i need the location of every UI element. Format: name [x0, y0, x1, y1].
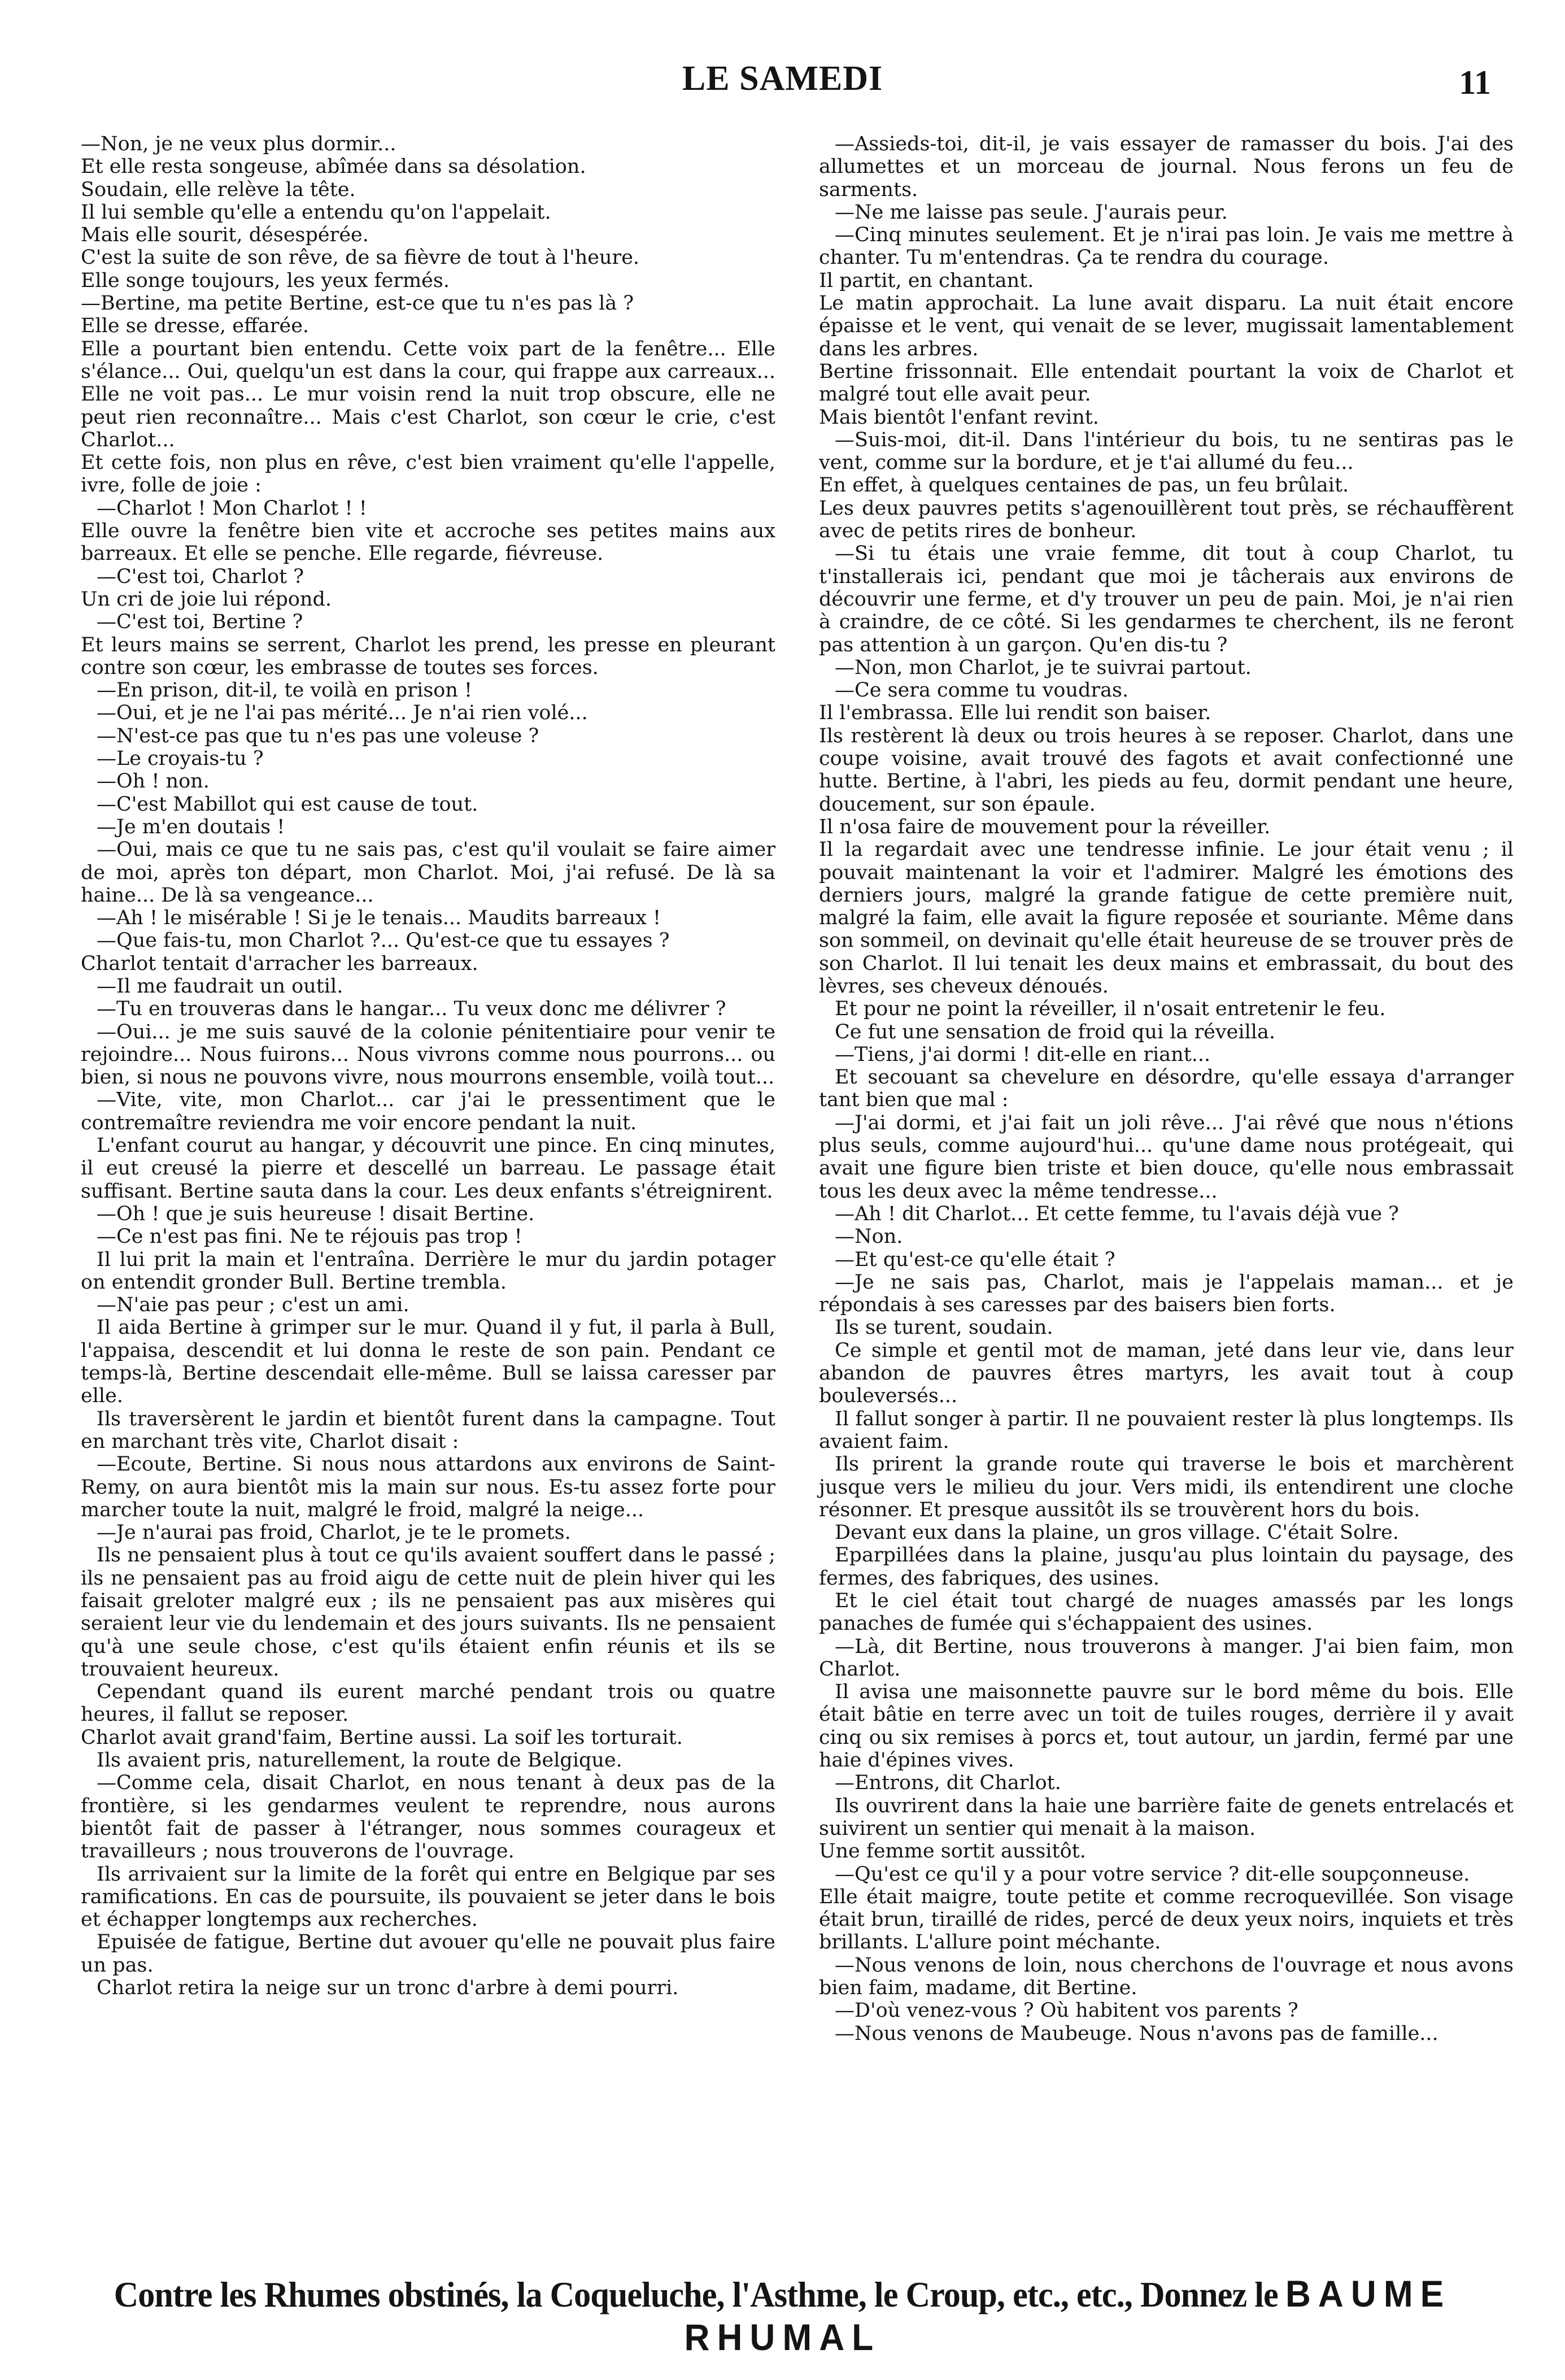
paragraph: —Cinq minutes seulement. Et je n'irai pas loin. Je vais me mettre à chanter. Tu m'entendras. Ça te rendra du courage. — [819, 224, 1514, 269]
paragraph: Ce simple et gentil mot de maman, jeté dans leur vie, dans leur abandon de pauvres êtres martyrs, les avait tout à coup bouleversés... — [819, 1339, 1514, 1408]
paragraph: Ils prirent la grande route qui traverse le bois et marchèrent jusque vers le milieu du jour. Vers midi, ils entendirent une cloche résonner. Et presque aussitôt ils se trouvèrent hors du bois. — [819, 1453, 1514, 1521]
paragraph: —Je n'aurai pas froid, Charlot, je te le promets. — [97, 1521, 571, 1544]
page-header-title: LE SAMEDI — [682, 59, 883, 98]
paragraph: —Charlot ! Mon Charlot ! ! — [97, 497, 367, 520]
footer-ad-text: Contre les Rhumes obstinés, la Coqueluche, l'Asthme, le Croup, etc., etc., Donnez le — [114, 2274, 1278, 2314]
paragraph: Ils ne pensaient plus à tout ce qu'ils avaient souffert dans le passé ; ils ne pensaient pas au froid aigu de cette nuit de plein hiver qui les faisait greloter malgré eux ; ils ne pensaient pas aux misères qui seraient leur vie du lendemain et des jours suivants. Ils ne pensaient qu'à une seule chose, c'est qu'ils étaient enfin réunis et ils se trouvaient heureux. — [81, 1544, 775, 1681]
paragraph: Elle était maigre, toute petite et comme recroquevillée. Son visage était brun, tiraillé de rides, percé de deux yeux noirs, inquiets et très brillants. L'allure point méchante. — [819, 1885, 1514, 1954]
paragraph: —Vite, vite, mon Charlot... car j'ai le pressentiment que le contremaître reviendra me voir encore pendant la nuit. — [81, 1089, 775, 1134]
left-text-column — [81, 133, 775, 1999]
paragraph: Il aida Bertine à grimper sur le mur. Quand il y fut, il parla à Bull, l'appaisa, descendit et lui donna le reste de son pain. Pendant ce temps-là, Bertine descendait elle-même. Bull se laissa caresser par elle. — [81, 1316, 775, 1408]
paragraph: Ce fut une sensation de froid qui la réveilla. — [835, 1020, 1275, 1043]
paragraph: —Le croyais-tu ? — [97, 747, 264, 771]
paragraph: —N'est-ce pas que tu n'es pas une voleuse ? — [97, 724, 539, 747]
paragraph: —Ce n'est pas fini. Ne te réjouis pas trop ! — [97, 1225, 522, 1248]
paragraph: —Suis-moi, dit-il. Dans l'intérieur du bois, tu ne sentiras pas le vent, comme sur la bordure, et je t'ai allumé du feu... — [819, 428, 1514, 475]
page-number: 11 — [1459, 64, 1491, 101]
paragraph: Bertine frissonnait. Elle entendait pourtant la voix de Charlot et malgré tout elle avait peur. — [819, 360, 1514, 406]
footer-advertisement — [47, 2272, 1518, 2359]
paragraph: Ils arrivaient sur la limite de la forêt qui entre en Belgique par ses ramifications. En cas de poursuite, ils pouvaient se jeter dans le bois et échapper longtemps aux recherches. — [81, 1863, 775, 1931]
paragraph: Il la regardait avec une tendresse infinie. Le jour était venu ; il pouvait maintenant la voir et l'admirer. Malgré les émotions des derniers jours, malgré la grande fatigue de cette première nuit, malgré la faim, elle avait la figure reposée et souriante. Même dans son sommeil, on devinait qu'elle était heureuse de se trouver près de son Charlot. Il lui tenait les deux mains et embrassait, du bout des lèvres, ses cheveux dénoués. — [819, 838, 1514, 998]
paragraph: Charlot tentait d'arracher les barreaux. — [81, 952, 478, 975]
paragraph: Epuisée de fatigue, Bertine dut avouer qu'elle ne pouvait plus faire un pas. — [81, 1931, 775, 1977]
paragraph: Elle se dresse, effarée. — [81, 315, 309, 338]
paragraph: Charlot avait grand'faim, Bertine aussi. La soif les torturait. — [81, 1726, 683, 1749]
paragraph: Il fallut songer à partir. Il ne pouvaient rester là plus longtemps. Ils avaient faim. — [819, 1407, 1514, 1453]
paragraph: Et le ciel était tout chargé de nuages amassés par les longs panaches de fumée qui s'échappaient des usines. — [819, 1590, 1514, 1635]
paragraph: Eparpillées dans la plaine, jusqu'au plus lointain du paysage, des fermes, des fabriques, des usines. — [819, 1544, 1514, 1590]
paragraph: Ils restèrent là deux ou trois heures à se reposer. Charlot, dans une coupe voisine, avait trouvé des fagots et avait confectionné une hutte. Bertine, à l'abri, les pieds au feu, dormit pendant une heure, doucement, sur son épaule. — [819, 724, 1514, 816]
paragraph: —Ne me laisse pas seule. J'aurais peur. — [835, 201, 1228, 224]
paragraph: —Ah ! le misérable ! Si je le tenais... Maudits barreaux ! — [97, 907, 661, 930]
paragraph: —Nous venons de loin, nous cherchons de l'ouvrage et nous avons bien faim, madame, dit Bertine. — [819, 1953, 1514, 2000]
paragraph: Ils traversèrent le jardin et bientôt furent dans la campagne. Tout en marchant très vite, Charlot disait : — [81, 1407, 775, 1453]
paragraph: —Nous venons de Maubeuge. Nous n'avons pas de famille... — [835, 2022, 1438, 2045]
paragraph: Et elle resta songeuse, abîmée dans sa désolation. — [81, 155, 586, 179]
paragraph: Et cette fois, non plus en rêve, c'est bien vraiment qu'elle l'appelle, ivre, folle de joie : — [81, 451, 775, 497]
paragraph: —Non, je ne veux plus dormir... — [81, 133, 396, 155]
paragraph: —Si tu étais une vraie femme, dit tout à coup Charlot, tu t'installerais ici, pendant que moi je tâcherais aux environs de découvrir une ferme, et d'y trouver un peu de pain. Moi, je n'ai rien à craindre, de ce côté. Si les gendarmes te cherchent, ils ne feront pas attention à un garçon. Qu'en dis-tu ? — [819, 542, 1514, 656]
paragraph: Ils se turent, soudain. — [835, 1316, 1053, 1339]
paragraph: Elle ouvre la fenêtre bien vite et accroche ses petites mains aux barreaux. Et elle se penche. Elle regarde, fiévreuse. — [81, 520, 775, 565]
paragraph: —Comme cela, disait Charlot, en nous tenant à deux pas de la frontière, si les gendarmes veulent te reprendre, nous aurons bientôt fait de passer à l'étranger, nous sommes courageux et travailleurs ; nous trouverons de l'ouvrage. — [81, 1772, 775, 1863]
paragraph: —Et qu'est-ce qu'elle était ? — [835, 1248, 1115, 1271]
paragraph: Charlot retira la neige sur un tronc d'arbre à demi pourri. — [97, 1977, 679, 2000]
paragraph: —Assieds-toi, dit-il, je vais essayer de ramasser du bois. J'ai des allumettes et un morceau de journal. Nous ferons un feu de sarments. — [819, 133, 1514, 201]
paragraph: —Oui, et je ne l'ai pas mérité... Je n'ai rien volé... — [97, 702, 588, 725]
paragraph: Il partit, en chantant. — [819, 269, 1034, 292]
paragraph: Soudain, elle relève la tête. — [81, 178, 356, 201]
paragraph: —Qu'est ce qu'il y a pour votre service ? dit-elle soupçonneuse. — [835, 1863, 1470, 1886]
paragraph: Et leurs mains se serrent, Charlot les prend, les presse en pleurant contre son cœur, les embrasse de toutes ses forces. — [81, 633, 775, 679]
paragraph: —Que fais-tu, mon Charlot ?... Qu'est-ce que tu essayes ? — [97, 929, 670, 952]
footer-brand-name: BAUME RHUMAL — [684, 2273, 1451, 2358]
paragraph: —En prison, dit-il, te voilà en prison ! — [97, 679, 473, 702]
paragraph: Il avisa une maisonnette pauvre sur le bord même du bois. Elle était bâtie en terre avec un toit de tuiles rouges, derrière il y avait cinq ou six remises à porcs et, tout autour, un jardin, fermé par une haie d'épines vives. — [819, 1681, 1514, 1772]
paragraph: En effet, à quelques centaines de pas, un feu brûlait. — [819, 474, 1349, 497]
paragraph: —C'est Mabillot qui est cause de tout. — [97, 793, 478, 816]
paragraph: —Non, mon Charlot, je te suivrai partout. — [835, 656, 1252, 679]
paragraph: —Entrons, dit Charlot. — [835, 1772, 1061, 1795]
paragraph: Mais bientôt l'enfant revint. — [819, 406, 1099, 429]
paragraph: Mais elle sourit, désespérée. — [81, 224, 369, 247]
paragraph: Et pour ne point la réveiller, il n'osait entretenir le feu. — [835, 998, 1386, 1021]
paragraph: Il lui prit la main et l'entraîna. Derrière le mur du jardin potager on entendit gronder Bull. Bertine trembla. — [81, 1248, 775, 1294]
paragraph: Elle a pourtant bien entendu. Cette voix part de la fenêtre... Elle s'élance... Oui, quelqu'un est dans la cour, qui frappe aux carreaux... Elle ne voit pas... Le mur voisin rend la nuit trop obscure, elle ne peut rien reconnaître... Mais c'est Charlot, son cœur le crie, c'est Charlot... — [81, 337, 775, 451]
paragraph: —Ecoute, Bertine. Si nous nous attardons aux environs de Saint-Remy, on aura bientôt mis la main sur nous. Es-tu assez forte pour marcher toute la nuit, malgré le froid, malgré la neige... — [81, 1453, 775, 1521]
paragraph: —Tu en trouveras dans le hangar... Tu veux donc me délivrer ? — [97, 998, 726, 1021]
paragraph: Cependant quand ils eurent marché pendant trois ou quatre heures, il fallut se reposer. — [81, 1681, 775, 1726]
paragraph: Et secouant sa chevelure en désordre, qu'elle essaya d'arranger tant bien que mal : — [819, 1066, 1514, 1112]
paragraph: —Oh ! non. — [97, 770, 210, 793]
paragraph: —Oui... je me suis sauvé de la colonie pénitentiaire pour venir te rejoindre... Nous fuirons... Nous vivrons comme nous pourrons... ou bien, si nous ne pouvons vivre, nous mourrons ensemble, voilà tout... — [81, 1020, 775, 1089]
paragraph: —Non. — [835, 1225, 903, 1248]
paragraph: C'est la suite de son rêve, de sa fièvre de tout à l'heure. — [81, 246, 640, 269]
paragraph: Un cri de joie lui répond. — [81, 588, 332, 611]
paragraph: Les deux pauvres petits s'agenouillèrent tout près, se réchauffèrent avec de petits rires de bonheur. — [819, 497, 1514, 543]
paragraph: —Bertine, ma petite Bertine, est-ce que tu n'es pas là ? — [81, 292, 634, 315]
paragraph: —Ce sera comme tu voudras. — [835, 679, 1129, 702]
paragraph: Devant eux dans la plaine, un gros village. C'était Solre. — [835, 1521, 1399, 1544]
paragraph: —Oh ! que je suis heureuse ! disait Bertine. — [97, 1202, 535, 1225]
paragraph: —N'aie pas peur ; c'est un ami. — [97, 1294, 409, 1317]
paragraph: —C'est toi, Charlot ? — [97, 565, 304, 588]
paragraph: —C'est toi, Bertine ? — [97, 611, 303, 634]
paragraph: —Oui, mais ce que tu ne sais pas, c'est qu'il voulait se faire aimer de moi, après ton départ, mon Charlot. Moi, j'ai refusé. De là sa haine... De là sa vengeance... — [81, 838, 775, 907]
paragraph: Il lui semble qu'elle a entendu qu'on l'appelait. — [81, 201, 551, 224]
paragraph: Ils ouvrirent dans la haie une barrière faite de genets entrelacés et suivirent un sentier qui menait à la maison. — [819, 1794, 1514, 1840]
paragraph: —Tiens, j'ai dormi ! dit-elle en riant... — [835, 1043, 1211, 1066]
paragraph: Elle songe toujours, les yeux fermés. — [81, 269, 450, 292]
paragraph: —Je ne sais pas, Charlot, mais je l'appelais maman... et je répondais à ses caresses par des baisers bien forts. — [819, 1271, 1514, 1317]
paragraph: Le matin approchait. La lune avait disparu. La nuit était encore épaisse et le vent, qui venait de se lever, mugissait lamentablement dans les arbres. — [819, 292, 1514, 360]
paragraph: —Je m'en doutais ! — [97, 815, 285, 838]
paragraph: Il n'osa faire de mouvement pour la réveiller. — [819, 815, 1271, 838]
paragraph: —Il me faudrait un outil. — [97, 974, 343, 998]
paragraph: Il l'embrassa. Elle lui rendit son baiser. — [819, 702, 1211, 725]
paragraph: Ils avaient pris, naturellement, la route de Belgique. — [97, 1749, 622, 1772]
paragraph: —D'où venez-vous ? Où habitent vos parents ? — [835, 1999, 1298, 2022]
paragraph: L'enfant courut au hangar, y découvrit une pince. En cinq minutes, il eut creusé la pierre et descellé un barreau. Le passage était suffisant. Bertine sauta dans la cour. Les deux enfants s'étreignirent. — [81, 1134, 775, 1203]
paragraph: Une femme sortit aussitôt. — [819, 1840, 1086, 1863]
paragraph: —Ah ! dit Charlot... Et cette femme, tu l'avais déjà vue ? — [835, 1202, 1399, 1225]
paragraph: —J'ai dormi, et j'ai fait un joli rêve... J'ai rêvé que nous n'étions plus seuls, comme aujourd'hui... qu'une dame nous protégeait, qui avait une figure bien triste et bien douce, qu'elle nous embrassait tous les deux avec la même tendresse... — [819, 1111, 1514, 1203]
right-text-column — [819, 133, 1514, 2045]
paragraph: —Là, dit Bertine, nous trouverons à manger. J'ai bien faim, mon Charlot. — [819, 1635, 1514, 1681]
